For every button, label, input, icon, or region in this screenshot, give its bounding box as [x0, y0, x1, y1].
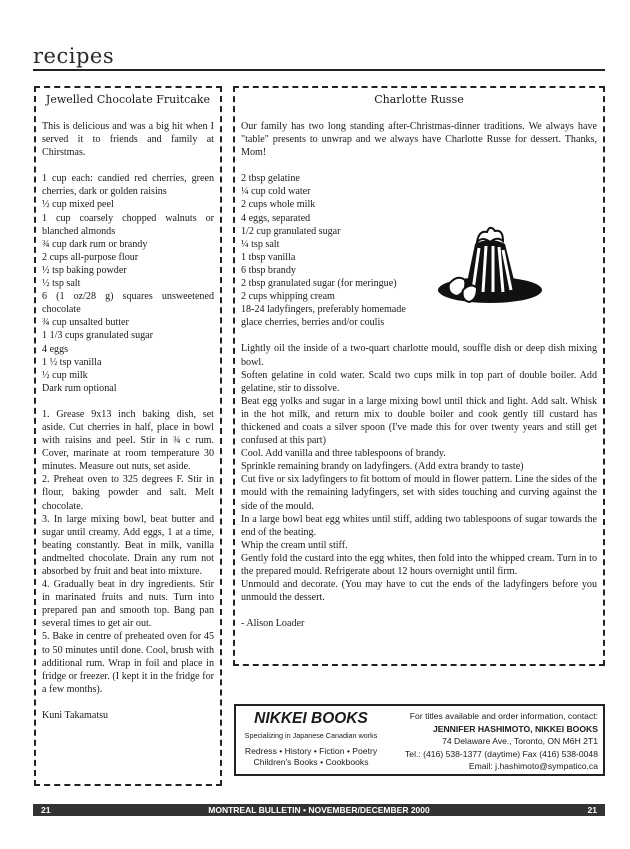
ad-address: 74 Delaware Ave., Toronto, ON M6H 2T1 [442, 736, 598, 747]
direction-step: 2. Preheat oven to 325 degrees F. Stir in flour, baking powder and salt. Melt chocolate. [42, 474, 214, 512]
ingredient-item: ½ tsp baking powder [42, 264, 127, 276]
ingredient-item: ½ cup milk [42, 369, 88, 381]
title-rule [33, 69, 605, 71]
ingredient-item: 1 tbsp vanilla [241, 251, 296, 263]
charlotte-russe-dessert-icon [435, 222, 545, 306]
ingredient-item: 4 eggs, separated [241, 212, 311, 224]
ingredient-list [241, 172, 461, 329]
ad-email[interactable]: Email: j.hashimoto@sympatico.ca [468, 761, 598, 772]
direction-step: In a large bowl beat egg whites until stiff, adding two tablespoons of sugar towards the end of the beating. [241, 513, 597, 538]
direction-step: Cut five or six ladyfingers to fit bottom of mould in flower pattern. Line the sides of the mould with the remaining ladyfingers, set with sides touching and curving against the side of the mould. [241, 474, 597, 512]
ingredient-item: 2 cups whipping cream [241, 291, 335, 303]
recipe-body [36, 120, 220, 722]
direction-step: 5. Bake in centre of preheated oven for 45 to 50 minutes until done. Cool, brush with additional rum. Wrap in foil and place in fridge or freezer. (I kept it in the fridge for a few months). [42, 631, 214, 695]
direction-step: 1. Grease 9x13 inch baking dish, set aside. Cut cherries in half, place in bowl with raisins and peel. Stir in ¾ c rum. Cover, marinate at room temperature 30 minutes. Measure out nuts, set aside. [42, 408, 214, 473]
page-footer [33, 804, 605, 816]
ingredient-item: ¾ cup dark rum or brandy [42, 238, 148, 250]
recipe-title: Charlotte Russe [374, 93, 464, 106]
direction-step: Lightly oil the inside of a two-quart charlotte mould, souffle dish or deep dish mixing bowl. [241, 343, 597, 368]
page-number-right: 21 [587, 805, 597, 815]
ad-tagline: Specializing in Japanese Canadian works [244, 731, 378, 740]
ad-brand-block [240, 710, 382, 768]
ingredient-item: 1 cup coarsely chopped walnuts or blanched almonds [42, 212, 214, 237]
ingredient-list [42, 172, 214, 395]
direction-step: Beat egg yolks and sugar in a large mixing bowl until thick and light. Add salt. Whisk in the hot milk, and return mix to double boiler and cook gently till custard has thickened and coats a silver spoon (I've made this for over twenty years and still get confused at this part) [241, 395, 597, 447]
ingredient-item: ½ cup mixed peel [42, 199, 114, 211]
section-title: recipes [33, 44, 115, 68]
ingredient-item: 1 1/3 cups granulated sugar [42, 330, 154, 342]
ingredient-item: Dark rum optional [42, 382, 117, 394]
ingredient-item: ½ tsp salt [42, 278, 81, 290]
recipe-author: - Alison Loader [241, 618, 305, 630]
ad-categories-line: Children's Books • Cookbooks [253, 757, 369, 767]
recipe-box-fruitcake [34, 86, 222, 786]
publication-info: MONTREAL BULLETIN • NOVEMBER/DECEMBER 2000 [208, 805, 430, 815]
direction-list [241, 342, 597, 604]
nikkei-books-ad [234, 704, 605, 776]
direction-step: Whip the cream until stiff. [241, 539, 348, 551]
recipe-intro: Our family has two long standing after-Christmas-dinner traditions. We always have "table" presents to unwrap and we always have Charlotte Russe for dessert. Thanks, Mom! [241, 121, 597, 159]
ingredient-item: 18-24 ladyfingers, preferably homemade [241, 304, 406, 316]
ad-contact-block [383, 710, 598, 773]
ingredient-item: 1 cup each: candied red cherries, green cherries, dark or golden raisins [42, 173, 214, 198]
direction-step: Unmould and decorate. (You may have to cut the ends of the ladyfingers before you unmould the dessert. [241, 579, 597, 604]
ingredient-item: ¾ cup unsalted butter [42, 317, 129, 329]
recipe-box-charlotte-russe [233, 86, 605, 666]
direction-step: Cool. Add vanilla and three tablespoons of brandy. [241, 448, 446, 460]
ingredient-item: glace cherries, berries and/or coulis [241, 317, 385, 329]
page-number-left: 21 [41, 805, 51, 815]
ad-categories [240, 746, 382, 768]
ingredient-item: 2 cups all-purpose flour [42, 251, 139, 263]
direction-step: 3. In large mixing bowl, beat butter and sugar until creamy. Add eggs, 1 at a time, beating constantly. Beat in milk, vanilla andmelted chocolate. Drain any rum not absorbed by fruit and beat into mixture. [42, 513, 214, 577]
ad-categories-line: Redress • History • Fiction • Poetry [244, 746, 378, 756]
recipe-title: Jewelled Chocolate Fruitcake [45, 93, 211, 106]
ingredient-item: ¼ cup cold water [241, 186, 311, 198]
ingredient-item: 4 eggs [42, 343, 69, 355]
ad-phone: Tel.: (416) 538-1377 (daytime) Fax (416) 538-0048 [405, 748, 598, 759]
ad-contact-name: JENNIFER HASHIMOTO, NIKKEI BOOKS [432, 723, 598, 734]
ad-contact-intro: For titles available and order information, contact: [409, 711, 598, 721]
ingredient-item: 2 cups whole milk [241, 199, 316, 211]
direction-step: Soften gelatine in cold water. Scald two cups milk in top part of double boiler. Add gelatine, stir to dissolve. [241, 369, 597, 394]
recipe-body [235, 120, 603, 630]
ingredient-item: 2 tbsp granulated sugar (for meringue) [241, 278, 397, 290]
ingredient-item: 2 tbsp gelatine [241, 173, 300, 185]
ingredient-item: 1/2 cup granulated sugar [241, 225, 341, 237]
ad-brand: NIKKEI BOOKS [254, 710, 368, 727]
ingredient-item: ¼ tsp salt [241, 238, 280, 250]
direction-step: Gently fold the custard into the egg whites, then fold into the whipped cream. Turn in to the prepared mould. Refrigerate about 12 hours overnight until firm. [241, 552, 597, 577]
ingredient-item: 6 tbsp brandy [241, 264, 296, 276]
direction-step: Sprinkle remaining brandy on ladyfingers. (Add extra brandy to taste) [241, 461, 524, 473]
direction-list [42, 408, 214, 696]
recipe-intro: This is delicious and was a big hit when I served it to friends and family at Chirstmas. [42, 121, 214, 159]
recipe-author: Kuni Takamatsu [42, 709, 109, 721]
ingredient-item: 6 (1 oz/28 g) squares unsweetened chocolate [42, 291, 214, 316]
direction-step: 4. Gradually beat in dry ingredients. Stir in marinated fruits and nuts. Turn into prepared pan and smooth top. Bang pan several times to get air out. [42, 579, 214, 630]
ingredient-item: 1 ½ tsp vanilla [42, 356, 102, 368]
